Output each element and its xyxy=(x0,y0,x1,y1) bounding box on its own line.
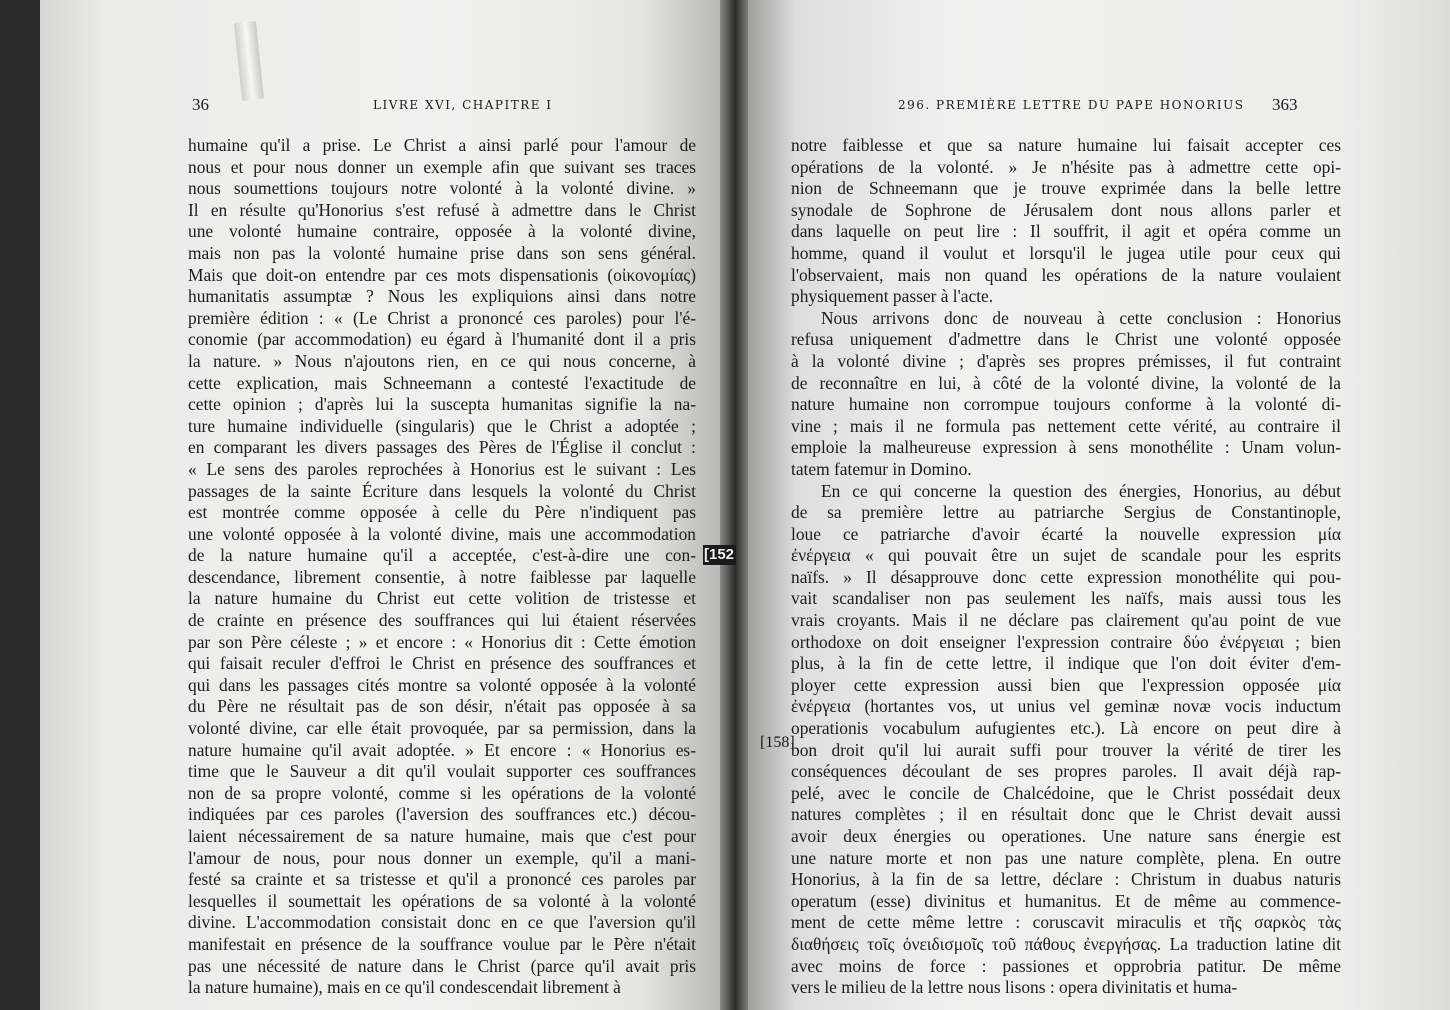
text-line: Mais que doit-on entendre par ces mots dispensationis (οἰκονομίας) xyxy=(188,264,696,285)
text-line: de crainte en présence des souffrances qui lui étaient réservées xyxy=(188,610,696,631)
text-line: En ce qui concerne la question des énergies, Honorius, au début xyxy=(821,480,1341,501)
text-line: humanitatis assumptæ ? Nous les expliquions ainsi dans notre xyxy=(188,286,696,307)
paper-tab xyxy=(234,21,264,101)
text-line: vine ; mais il ne formula pas nettement cette vérité, au contraire il xyxy=(791,415,1341,436)
text-line: synodale de Sophrone de Jérusalem dont nous allons parler et xyxy=(791,199,1341,220)
left-body-text xyxy=(188,135,696,999)
text-line: ture humaine individuelle (singularis) que le Christ a adoptée ; xyxy=(188,415,696,436)
text-line: orthodoxe on doit enseigner l'expression contraire δύο ἐνέργειαι ; bien xyxy=(791,631,1341,652)
text-line: de sa première lettre au patriarche Sergius de Constantinople, xyxy=(791,502,1341,523)
text-line: qui faisait reculer d'effroi le Christ en présence des souffrances et xyxy=(188,653,696,674)
text-line: par son Père céleste ; » et encore : « Honorius dit : Cette émotion xyxy=(188,631,696,652)
text-line: pas une nécessité de nature dans le Christ (parce qu'il avait pris xyxy=(188,955,696,976)
text-line: passages de la sainte Écriture dans lesquels la volonté du Christ xyxy=(188,480,696,501)
text-line: « Le sens des paroles reprochées à Honorius est le suivant : Les xyxy=(188,458,696,479)
text-line: time que le Sauveur a dit qu'il voulait supporter ces souffrances xyxy=(188,761,696,782)
right-body-text xyxy=(791,135,1341,999)
text-line: festé sa crainte et sa tristesse et qu'il a prononcé ces paroles par xyxy=(188,869,696,890)
text-line: de la nature humaine qu'il a acceptée, c'est-à-dire une con- xyxy=(188,545,696,566)
text-line: bon droit qu'il lui aurait suffi pour trouver la vérité de tirer les xyxy=(791,739,1341,760)
text-line: natures complètes ; il en résultait donc que le Christ devait aussi xyxy=(791,804,1341,825)
text-line: διαθήσεις τοῖς ὀνειδισμοῖς τοῦ πάθους ἐνεργήσας. La traduction latine dit xyxy=(791,933,1341,954)
text-line: l'observaient, mais non quand les opérations de la nature voulaient xyxy=(791,264,1341,285)
text-line: la nature. » Nous n'ajoutons rien, en ce qui nous concerne, à xyxy=(188,350,696,371)
text-line: ployer cette expression aussi bien que l'expression opposée μία xyxy=(791,674,1341,695)
text-line: de reconnaître en lui, à côté de la volonté divine, la volonté de la xyxy=(791,372,1341,393)
text-line: dans laquelle on peut lire : Il souffrit, il agit et opéra comme un xyxy=(791,221,1341,242)
text-line: descendance, librement consentie, à notre faiblesse par laquelle xyxy=(188,566,696,587)
text-line: humaine qu'il a prise. Le Christ a ainsi parlé pour l'amour de xyxy=(188,135,696,155)
text-line: conséquences découlant de ses propres paroles. Il avait déjà rap- xyxy=(791,761,1341,782)
text-line: ment de cette même lettre : coruscavit miraculis et τῆς σαρκὸς τὰς xyxy=(791,912,1341,933)
text-line: première édition : « (Le Christ a prononcé ces paroles) pour l'é- xyxy=(188,307,696,328)
text-line: vait scandaliser non pas seulement les naïfs, mais aussi tous les xyxy=(791,588,1341,609)
text-line: operatum (esse) divinitus et humanitus. Et de même au commence- xyxy=(791,890,1341,911)
text-line: vrais croyants. Mais il ne déclare pas clairement qu'au point de vue xyxy=(791,610,1341,631)
text-line: notre faiblesse et que sa nature humaine lui faisait accepter ces xyxy=(791,135,1341,155)
text-line: emploie la malheureuse expression à sens monothélite : Unam volun- xyxy=(791,437,1341,458)
text-line: naïfs. » Il désapprouve donc cette expression monothélite qui pou- xyxy=(791,566,1341,587)
text-line: en comparant les divers passages des Pères de l'Église il conclut : xyxy=(188,437,696,458)
right-running-head: 296. PREMIÈRE LETTRE DU PAPE HONORIUS xyxy=(898,98,1245,112)
text-line: laient nécessairement de sa nature humaine, mais que c'est pour xyxy=(188,826,696,846)
text-line: lesquelles il soumettait les opérations de sa volonté à la volonté xyxy=(188,890,696,911)
right-page xyxy=(748,0,1450,1010)
text-line: tatem fatemur in Domino. xyxy=(791,458,972,479)
text-line: homme, quand il voulut et lorsqu'il le jugea utile pour ceux qui xyxy=(791,242,1341,263)
text-line: ἐνέργεια (hortantes vos, ut unius vel geminæ novæ vocis inductum xyxy=(791,696,1341,717)
text-line: Honorius, à la fin de sa lettre, déclare : Christum in duabus naturis xyxy=(791,869,1341,890)
text-line: conomie (par accommodation) eu égard à l'humanité dont il a pris xyxy=(188,329,696,350)
text-line: plus, à la fin de cette lettre, il indique que l'on doit éviter d'em- xyxy=(791,653,1341,674)
text-line: physiquement passer à l'acte. xyxy=(791,286,994,307)
text-line: une nature morte et non pas une nature complète, plena. En outre xyxy=(791,847,1341,868)
text-line: la nature humaine du Christ eut cette volition de tristesse et xyxy=(188,588,696,609)
text-line: cette explication, mais Schneemann a contesté l'exactitude de xyxy=(188,372,696,393)
left-page-number: 36 xyxy=(192,95,209,114)
text-line: operationis vocabulum aufugientes etc.). Là encore on peut dire à xyxy=(791,718,1341,739)
text-line: nous et pour nous donner un exemple afin que suivant ses traces xyxy=(188,156,696,177)
text-line: la nature humaine), mais en ce qu'il condescendait librement à xyxy=(188,977,621,998)
text-line: une volonté opposée à la volonté divine, mais une accommodation xyxy=(188,523,696,544)
left-running-head: LIVRE XVI, CHAPITRE I xyxy=(373,98,553,112)
text-line: manifestait en présence de la souffrance voulue par le Père n'était xyxy=(188,933,696,954)
text-line: cette opinion ; d'après lui la suscepta humanitas signifie la na- xyxy=(188,394,696,415)
text-line: vers le milieu de la lettre nous lisons : opera divinitatis et huma- xyxy=(791,977,1238,998)
text-line: qui dans les passages cités montre sa volonté opposée à la volonté xyxy=(188,674,696,695)
margin-marker-158: [158] xyxy=(760,734,795,751)
text-line: du Père ne résultait pas de son désir, n'était pas opposée à sa xyxy=(188,696,696,717)
text-line: une volonté humaine contraire, opposée à la volonté divine, xyxy=(188,221,696,242)
text-line: l'amour de nous, pour nous donner un exemple, qu'il a mani- xyxy=(188,847,696,868)
text-line: mais non pas la volonté humaine prise dans son sens général. xyxy=(188,242,696,263)
text-line: à la volonté divine ; d'après ses propres prémisses, il fut contraint xyxy=(791,350,1341,371)
text-line: avec moins de force : passiones et opprobria patitur. De même xyxy=(791,955,1341,976)
text-line: pelé, avec le concile de Chalcédoine, que le Christ possédait deux xyxy=(791,782,1341,803)
book-gutter xyxy=(720,0,748,1010)
text-line: avoir deux énergies ou operationes. Une nature sans énergie est xyxy=(791,826,1341,846)
margin-marker-152: [152 xyxy=(704,546,735,563)
text-line: refusa uniquement d'admettre dans le Christ une volonté opposée xyxy=(791,329,1341,350)
right-page-number: 363 xyxy=(1272,95,1298,114)
text-line: nous soumettions toujours notre volonté à la volonté divine. » xyxy=(188,178,696,199)
text-line: nature humaine non corrompue toujours conforme à la volonté di- xyxy=(791,394,1341,415)
text-line: nature humaine qu'il avait adoptée. » Et encore : « Honorius es- xyxy=(188,739,696,760)
text-line: divine. L'accommodation consistait donc en ce que l'aversion qu'il xyxy=(188,912,696,933)
text-line: Il en résulte qu'Honorius s'est refusé à admettre dans le Christ xyxy=(188,199,696,220)
text-line: nion de Schneemann que je trouve exprimée dans la belle lettre xyxy=(791,178,1341,199)
text-line: volonté divine, car elle était provoquée, par sa permission, dans la xyxy=(188,718,696,739)
text-line: ἐνέργεια « qui pouvait être un sujet de scandale pour les esprits xyxy=(791,545,1341,566)
text-line: non de sa propre volonté, comme si les opérations de la volonté xyxy=(188,782,696,803)
text-line: opérations de la volonté. » Je n'hésite pas à admettre cette opi- xyxy=(791,156,1341,177)
text-line: loue ce patriarche d'avoir écarté la nouvelle expression μία xyxy=(791,523,1341,544)
text-line: indiquées par ces paroles (l'aversion des souffrances etc.) décou- xyxy=(188,804,696,825)
text-line: est montrée comme opposée à celle du Père n'indiquent pas xyxy=(188,502,696,523)
text-line: Nous arrivons donc de nouveau à cette conclusion : Honorius xyxy=(821,307,1341,328)
left-page xyxy=(40,0,720,1010)
